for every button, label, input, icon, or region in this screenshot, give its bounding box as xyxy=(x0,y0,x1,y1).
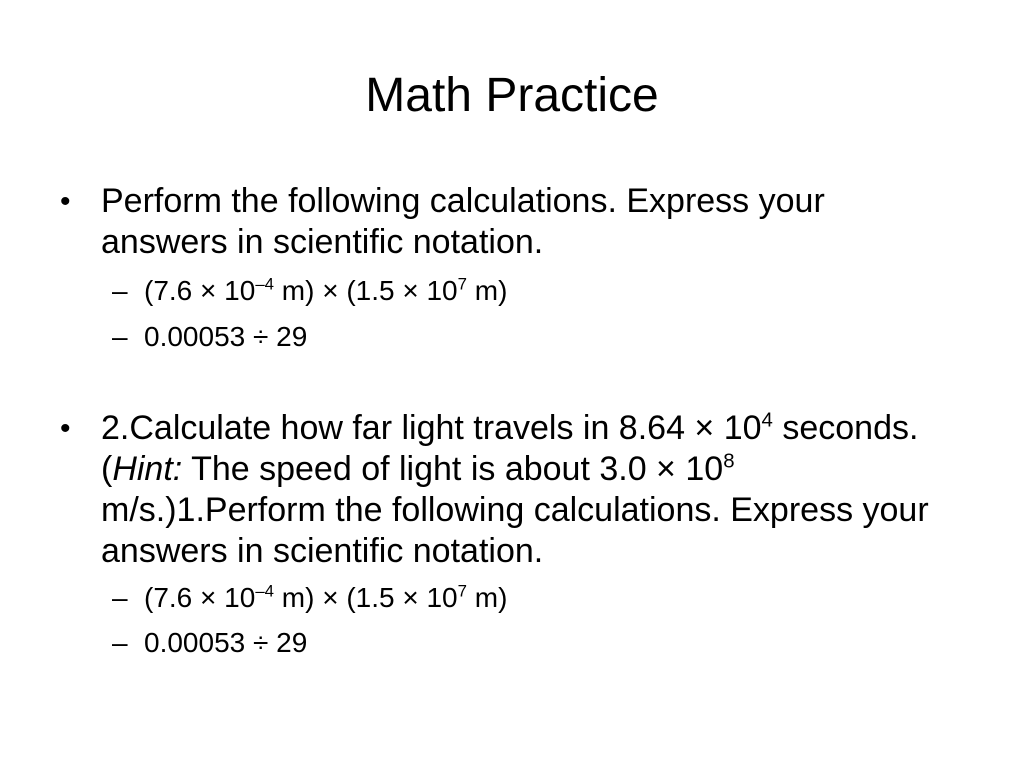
sub-bullet-item xyxy=(112,579,912,617)
bullet-text-part: 2.Calculate how far light travels in 8.64 × 10 xyxy=(101,409,762,447)
exponent: –4 xyxy=(255,581,274,601)
slide-title: Math Practice xyxy=(365,69,659,122)
sub-bullet-item xyxy=(112,272,912,310)
sub-bullet-item xyxy=(112,624,912,662)
bullet-item xyxy=(60,408,960,572)
expression-text: (7.6 × 10 xyxy=(144,582,256,613)
dash-marker: – xyxy=(112,321,128,352)
expression-text: m) xyxy=(466,582,508,613)
expression-text: 0.00053 ÷ 29 xyxy=(144,627,308,658)
expression-text: m) × (1.5 × 10 xyxy=(273,275,458,306)
dash-marker: – xyxy=(112,627,128,658)
sub-bullet-item xyxy=(112,318,912,356)
exponent: –4 xyxy=(255,274,274,294)
expression-text: (7.6 × 10 xyxy=(144,275,256,306)
expression-text: m) × (1.5 × 10 xyxy=(273,582,458,613)
bullet-marker: • xyxy=(60,412,71,445)
bullet-text xyxy=(101,408,960,572)
bullet-text-part: The speed of light is about 3.0 × 10 xyxy=(182,450,724,488)
expression-text: 0.00053 ÷ 29 xyxy=(144,321,308,352)
hint-label: Hint: xyxy=(112,450,183,488)
exponent: 4 xyxy=(761,409,773,432)
exponent: 7 xyxy=(457,274,467,294)
dash-marker: – xyxy=(112,275,128,306)
bullet-text-part: seconds. ( xyxy=(101,409,919,488)
dash-marker: – xyxy=(112,582,128,613)
bullet-marker: • xyxy=(60,185,71,218)
bullet-text: Perform the following calculations. Express your answers in scientific notation. xyxy=(101,182,825,261)
exponent: 8 xyxy=(723,450,735,473)
expression-text: m) xyxy=(466,275,508,306)
exponent: 7 xyxy=(457,581,467,601)
bullet-item xyxy=(60,181,960,263)
bullet-text-part: m/s.)1.Perform the following calculations. Express your answers in scientific notation. xyxy=(101,491,929,570)
